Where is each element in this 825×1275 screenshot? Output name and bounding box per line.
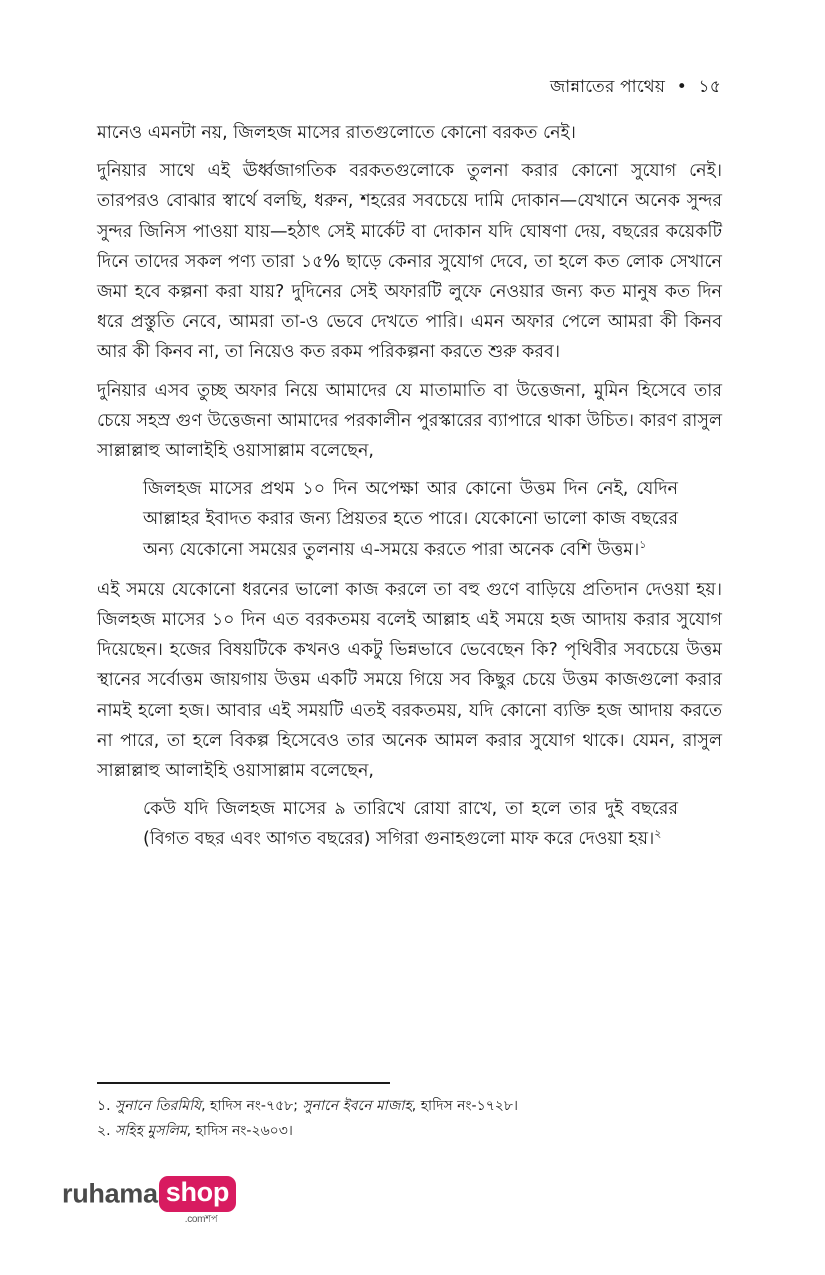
footnote-1-ref-1: , হাদিস নং-৭৫৮; — [201, 1098, 303, 1114]
paragraph-4: এই সময়ে যেকোনো ধরনের ভালো কাজ করলে তা বহু গুণে বাড়িয়ে প্রতিদান দেওয়া হয়। জিলহজ মাসের ১০ দিন এত বরকতময় বলেই আল্লাহ এই সময়ে হজ আদায় করার সুযোগ দিয়েছেন। হজের বিষয়টিকে কখনও একটু ভিন্নভাবে ভেবেছেন কি? পৃথিবীর সবচেয়ে উত্তম স্থানের সর্বোত্তম জায়গায় উত্তম একটি সময়ে গিয়ে সব কিছুর চেয়ে উত্তম কাজগুলো করার নামই হলো হজ। আবার এই সময়টি এতই বরকতময়, যদি কোনো ব্যক্তি হজ আদায় করতে না পারে, তা হলে বিকল্প হিসেবেও তার অনেক আমল করার সুযোগ থাকে। যেমন, রাসুল সাল্লাল্লাহু আলাইহি ওয়াসাল্লাম বলেছেন, — [97, 579, 722, 782]
paragraph-2: দুনিয়ার সাথে এই ঊর্ধ্বজাগতিক বরকতগুলোকে তুলনা করার কোনো সুযোগ নেই। তারপরও বোঝার স্বার্থে বলছি, ধরুন, শহরের সবচেয়ে দামি দোকান—যেখানে অনেক সুন্দর সুন্দর জিনিস পাওয়া যায়—হঠাৎ সেই মার্কেট বা দোকান যদি ঘোষণা দেয়, বছরের কয়েকটি দিনে তাদের সকল পণ্য তারা ১৫% ছাড়ে কেনার সুযোগ দেবে, তা হলে কত লোক সেখানে জমা হবে কল্পনা করা যায়? দুদিনের সেই অফারটি লুফে নেওয়ার জন্য কত মানুষ কত দিন ধরে প্রস্তুতি নেবে, আমরা তা-ও ভেবে দেখতে পারি। এমন অফার পেলে আমরা কী কিনব আর কী কিনব না, তা নিয়েও কত রকম পরিকল্পনা করতে শুরু করব। — [97, 161, 722, 363]
footnote-1-book-1: সুনানে তিরমিযি — [115, 1098, 202, 1114]
paragraph-3: দুনিয়ার এসব তুচ্ছ অফার নিয়ে আমাদের যে মাতামাতি বা উত্তেজনা, মুমিন হিসেবে তার চেয়ে সহস্র গুণ উত্তেজনা আমাদের পরকালীন পুরস্কারের ব্যাপারে থাকা উচিত। কারণ রাসুল সাল্লাল্লাহু আলাইহি ওয়াসাল্লাম বলেছেন, — [97, 380, 722, 462]
logo-shop-badge — [159, 1176, 236, 1225]
footnote-1-book-2: সুনানে ইবনে মাজাহ — [302, 1098, 412, 1114]
footnote-2 — [97, 1119, 722, 1144]
running-header — [550, 74, 721, 102]
footnote-ref-2[interactable]: ২ — [654, 827, 662, 841]
logo-name: ruhama — [62, 1178, 158, 1209]
hadith-quote-1 — [143, 474, 678, 565]
logo-shop-text: shop — [165, 1177, 230, 1207]
footnote-2-ref-1: , হাদিস নং-২৬০৩। — [186, 1123, 293, 1139]
logo-domain: .comশপ — [184, 1214, 218, 1225]
footnote-ref-1[interactable]: ১ — [639, 537, 647, 551]
book-title: জান্নাতের পাথেয় — [550, 77, 666, 97]
page-number: ১৫ — [698, 77, 721, 97]
footnote-2-number: ২. — [97, 1123, 111, 1139]
ruhamashop-logo — [62, 1176, 236, 1225]
page-body — [97, 118, 722, 865]
paragraph-1: মানেও এমনটা নয়, জিলহজ মাসের রাতগুলোতে কোনো বরকত নেই। — [97, 123, 576, 143]
footnote-1 — [97, 1094, 722, 1119]
hadith-quote-1-text: জিলহজ মাসের প্রথম ১০ দিন অপেক্ষা আর কোনো উত্তম দিন নেই, যেদিন আল্লাহর ইবাদত করার জন্য প্রিয়তর হতে পারে। যেকোনো ভালো কাজ বছরের অন্য যেকোনো সময়ের তুলনায় এ-সময়ে করতে পারা অনেক বেশি উত্তম। — [143, 479, 678, 560]
footnote-divider — [97, 1082, 390, 1084]
footnote-1-number: ১. — [97, 1098, 111, 1114]
header-separator: • — [676, 77, 687, 97]
footnote-2-book-1: সহিহ মুসলিম — [115, 1123, 187, 1139]
footnotes — [97, 1094, 722, 1144]
hadith-quote-2 — [143, 794, 678, 854]
footnote-1-ref-2: , হাদিস নং-১৭২৮। — [411, 1098, 518, 1114]
hadith-quote-2-text: কেউ যদি জিলহজ মাসের ৯ তারিখে রোযা রাখে, তা হলে তার দুই বছরের (বিগত বছর এবং আগত বছরের) সগিরা গুনাহগুলো মাফ করে দেওয়া হয়। — [143, 799, 678, 850]
